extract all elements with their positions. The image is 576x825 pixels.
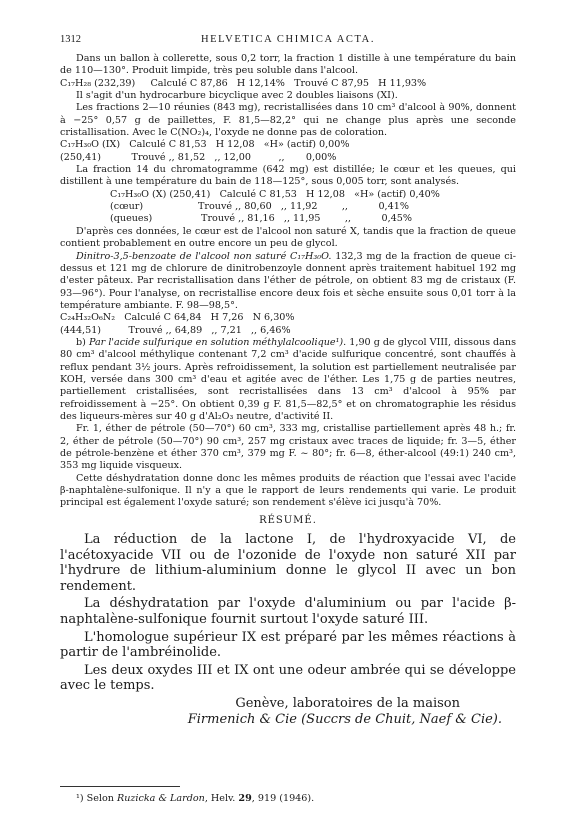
page-header <box>60 34 516 50</box>
analysis-line: (250,41) Trouvé ,, 81,52 ,, 12,00 ,, 0,00% <box>60 151 337 163</box>
paragraph-fractions: Les fractions 2—10 réunies (843 mg), recristallisées dans 10 cm³ d'alcool à 90%, donnent à −25° 0,57 g de paillettes, F. 81,5—82,2° qui ne change plus après une seconde cristallisation. Avec le C(NO₂)₄, l'oxyde ne donne pas de coloration. <box>60 102 516 139</box>
analysis-line: C₂₄H₃₂O₆N₂ Calculé C 64,84 H 7,26 N 6,30% <box>60 312 295 324</box>
section-title: Dinitro-3,5-benzoate de l'alcool non saturé C₁₇H₃₀O. <box>76 250 332 262</box>
paragraph-fraction-14: La fraction 14 du chromatogramme (642 mg) est distillée; le cœur et les queues, qui distillent à une température du bain de 118—125°, sous 0,005 torr, sont analysés. <box>60 164 516 188</box>
footnote-text: , 919 (1946). <box>251 793 315 804</box>
footnote-mark: ¹) <box>76 793 84 804</box>
resume-section <box>60 532 516 694</box>
paragraph-hydrocarbon: Il s'agit d'un hydrocarbure bicyclique avec 2 doubles liaisons (XI). <box>76 90 398 102</box>
footnote-authors: Ruzicka & Lardon <box>116 793 205 804</box>
analysis-line: C₁₇H₃₀O (X) (250,41) Calculé C 81,53 H 12,08 «H» (actif) 0,40% <box>110 188 440 200</box>
paragraph-dehydration: Cette déshydratation donne donc les mêmes produits de réaction que l'essai avec l'acide β-naphtalène-sulfonique. Il n'y a que le rapport de leurs rendements qui varie. Le produit principal est également l'oxyde saturé; son rendement s'élève ici jusqu'à 70%. <box>60 472 516 509</box>
analysis-line: (cœur) Trouvé ,, 80,60 ,, 11,92 ,, 0,41% <box>110 201 409 213</box>
affiliation-line: Genève, laboratoires de la maison <box>235 696 460 711</box>
paragraph-distillation: Dans un ballon à collerette, sous 0,2 torr, la fraction 1 distille à une température du bain de 110—130°. Produit limpide, très peu soluble dans l'alcool. <box>60 53 516 77</box>
paragraph-chromatography: Fr. 1, éther de pétrole (50—70°) 60 cm³, 333 mg, cristallise partiellement après 48 h.; fr. 2, éther de pétrole (50—70°) 90 cm³, 257 mg cristaux avec traces de liquide; fr. 3—5, éther de pétrole-benzène et éther 370 cm³, 379 mg F. ~ 80°; fr. 6—8, éther-alcool (49:1) 240 cm³, 353 mg liquide visqueux. <box>60 423 516 472</box>
paragraph-conclusion: D'après ces données, le cœur est de l'alcool non saturé X, tandis que la fraction de queue contient probablement en outre encore un peu de glycol. <box>60 225 516 250</box>
footnote <box>76 793 516 805</box>
analysis-line: (queues) Trouvé ,, 81,16 ,, 11,95 ,, 0,45% <box>110 213 412 225</box>
analysis-line: C₁₇H₂₈ (232,39) Calculé C 87,86 H 12,14% Trouvé C 87,95 H 11,93% <box>60 77 427 89</box>
footnote-volume: 29 <box>238 793 252 804</box>
paragraph-sulfuric-acid <box>60 337 516 423</box>
affiliation-company: Firmenich & Cie (Succrs de Chuit, Naef & Cie). <box>187 711 502 727</box>
footnote-rule <box>60 786 180 787</box>
footnote-text: , Helv. <box>204 793 239 804</box>
item-lead: b) <box>76 336 89 348</box>
paragraph-text: 132,3 mg de la fraction de queue ci-dessus et 121 mg de chlorure de dinitrobenzoyle donnent après traitement habituel 192 mg d'ester pâteux. Par recristallisation dans l'éther de pétrole, on obtient 83 mg de cristaux (F. 93—96°). Pour l'analyse, on recristallise encore deux fois et sèche ensuite sous 0,01 torr à la température ambiante. F. 98—98,5°. <box>60 250 516 311</box>
resume-paragraph: L'homologue supérieur IX est préparé par les mêmes réactions à partir de l'ambréinolide. <box>60 629 516 661</box>
section-title: Par l'acide sulfurique en solution méthylalcoolique¹). <box>88 336 347 348</box>
resume-paragraph: La déshydratation par l'oxyde d'aluminium ou par l'acide β-naphtalène-sulfonique fournit surtout l'oxyde saturé III. <box>60 596 516 628</box>
footnote-text: Selon <box>83 793 117 804</box>
resume-paragraph: La réduction de la lactone I, de l'hydroxyacide VI, de l'acétoxyacide VII ou de l'ozonide de l'oxyde non saturé XII par l'hydrure de lithium-aluminium donne le glycol II avec un bon rendement. <box>60 532 516 594</box>
resume-title: RÉSUMÉ. <box>259 514 317 526</box>
resume-paragraph: Les deux oxydes III et IX ont une odeur ambrée qui se développe avec le temps. <box>60 662 516 694</box>
analysis-line: C₁₇H₃₀O (IX) Calculé C 81,53 H 12,08 «H» (actif) 0,00% <box>60 139 350 151</box>
journal-title: HELVETICA CHIMICA ACTA. <box>200 34 376 45</box>
paragraph-dinitrobenzoate <box>60 251 516 313</box>
article-body <box>60 53 516 727</box>
paragraph-text: 1,90 g de glycol VIII, dissous dans 80 cm³ d'alcool méthylique contenant 7,2 cm³ d'acide sulfurique concentré, sont chauffés à reflux pendant 3½ jours. Après refroidissement, la solution est partiellement neutralisée par KOH, versée dans 300 cm³ d'eau et agitée avec de l'éther. Les 1,75 g de parties neutres, partiellement cristallisées, sont recristallisées dans 13 cm³ d'alcool à 95% par refroidissement à −25°. On obtient 0,39 g F. 81,5—82,5° et on chromatographie les résidus des liqueurs-mères sur 40 g d'Al₂O₃ neutre, d'activité II. <box>60 336 517 422</box>
analysis-line: (444,51) Trouvé ,, 64,89 ,, 7,21 ,, 6,46% <box>60 324 291 336</box>
page-number: 1312 <box>60 34 81 45</box>
